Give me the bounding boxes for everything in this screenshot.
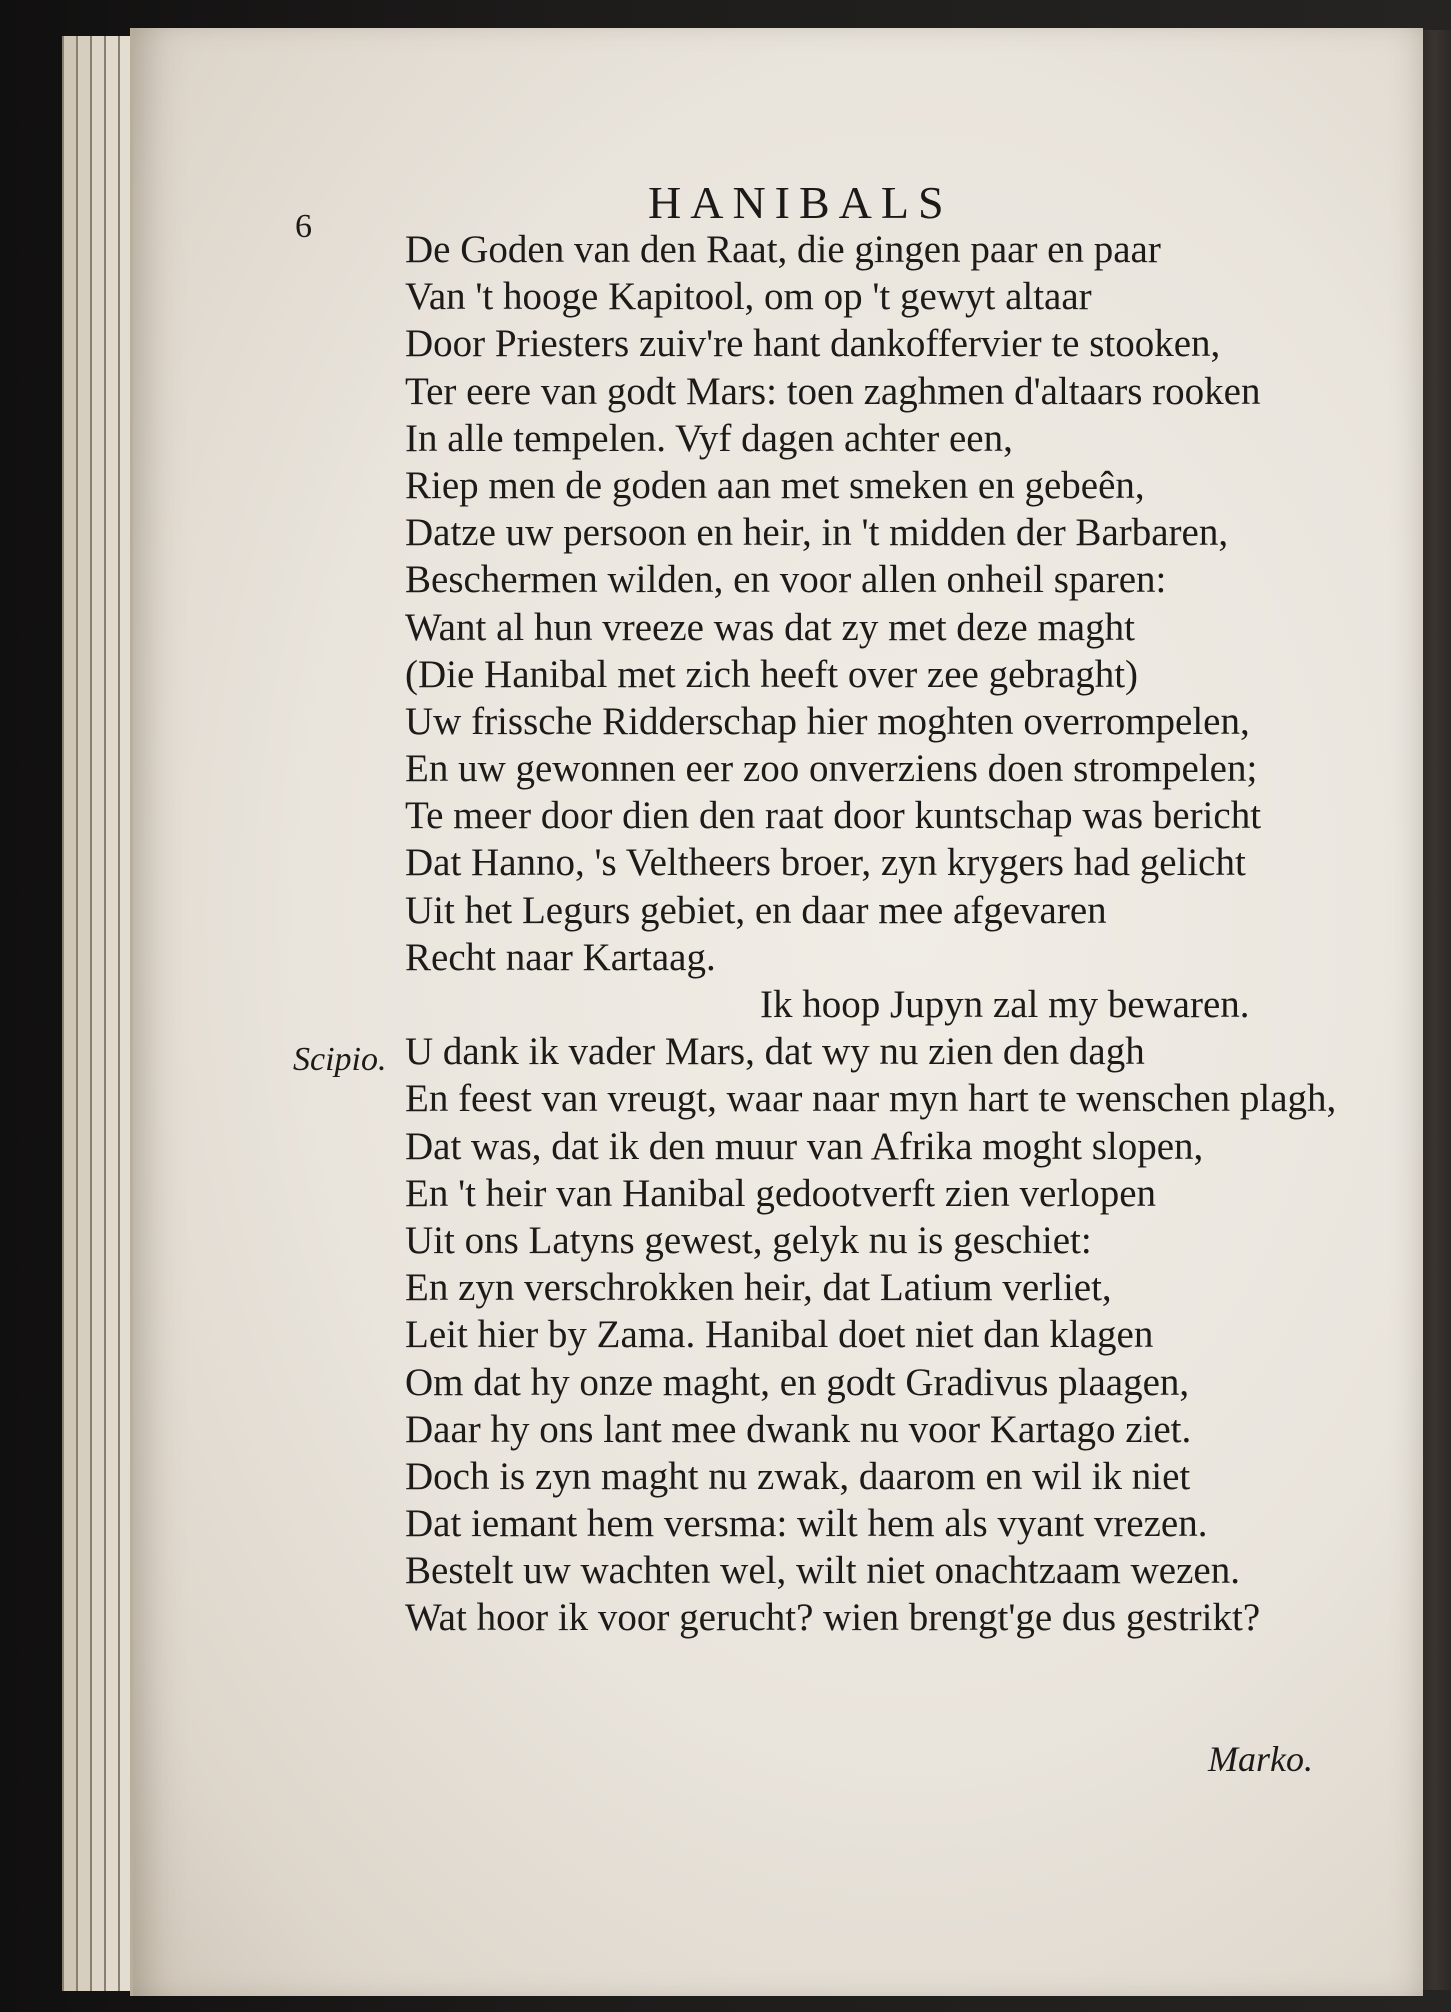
verse-line: Bestelt uw wachten wel, wilt niet onachtzaam wezen. xyxy=(405,1549,1240,1593)
catchword: Marko. xyxy=(1208,1739,1313,1779)
verse-line: Om dat hy onze maght, en godt Gradivus plaagen, xyxy=(405,1360,1190,1404)
verse-line: De Goden van den Raat, die gingen paar en paar xyxy=(405,228,1161,271)
verse-line: Want al hun vreeze was dat zy met deze maght xyxy=(405,605,1135,649)
verse-line: Wat hoor ik voor gerucht? wien brengt'ge dus gestrikt? xyxy=(405,1596,1261,1640)
verse-line: Dat was, dat ik den muur van Afrika moght slopen, xyxy=(405,1124,1204,1168)
verse-line: En feest van vreugt, waar naar myn hart te wenschen plagh, xyxy=(405,1077,1337,1121)
verse-line: Van 't hooge Kapitool, om op 't gewyt altaar xyxy=(405,275,1092,319)
verse-line: Door Priesters zuiv're hant dankoffervier te stooken, xyxy=(405,322,1221,366)
verse-line: Recht naar Kartaag. xyxy=(405,935,716,979)
verse-line: Uit het Legurs gebiet, en daar mee afgevaren xyxy=(405,888,1107,932)
verse-line: In alle tempelen. Vyf dagen achter een, xyxy=(405,416,1013,460)
verse-line: Daar hy ons lant mee dwank nu voor Kartago ziet. xyxy=(405,1407,1192,1451)
speaker-label: Scipio. xyxy=(293,1041,387,1078)
verse-line: Dat Hanno, 's Veltheers broer, zyn krygers had gelicht xyxy=(405,841,1246,885)
verse-line: Riep men de goden aan met smeken en gebeên, xyxy=(405,463,1145,507)
verse-line: (Die Hanibal met zich heeft over zee gebraght) xyxy=(405,652,1139,696)
running-head: HANIBALS xyxy=(648,177,953,228)
verse-line: Ik hoop Jupyn zal my bewaren. xyxy=(760,983,1250,1026)
verse-line: En uw gewonnen eer zoo onverziens doen strompelen; xyxy=(405,747,1258,791)
verse-line: En 't heir van Hanibal gedootverft zien verlopen xyxy=(405,1171,1156,1215)
verse-line: Beschermen wilden, en voor allen onheil sparen: xyxy=(405,558,1167,602)
verse-text xyxy=(405,226,1365,1642)
verse-line: Uit ons Latyns gewest, gelyk nu is geschiet: xyxy=(405,1218,1092,1262)
verse-line: Ter eere van godt Mars: toen zaghmen d'altaars rooken xyxy=(405,369,1261,413)
verse-line: Leit hier by Zama. Hanibal doet niet dan klagen xyxy=(405,1313,1154,1357)
page-number: 6 xyxy=(295,208,312,245)
verse-line: Te meer door dien den raat door kuntschap was bericht xyxy=(405,794,1262,838)
verse-line: Doch is zyn maght nu zwak, daarom en wil ik niet xyxy=(405,1454,1191,1498)
verse-line: Dat iemant hem versma: wilt hem als vyant vrezen. xyxy=(405,1502,1208,1546)
verse-line: Datze uw persoon en heir, in 't midden der Barbaren, xyxy=(405,511,1229,555)
verse-line: U dank ik vader Mars, dat wy nu zien den dagh xyxy=(405,1030,1145,1074)
verse-line: Uw frissche Ridderschap hier moghten overrompelen, xyxy=(405,699,1250,743)
verse-line: En zyn verschrokken heir, dat Latium verliet, xyxy=(405,1266,1112,1310)
